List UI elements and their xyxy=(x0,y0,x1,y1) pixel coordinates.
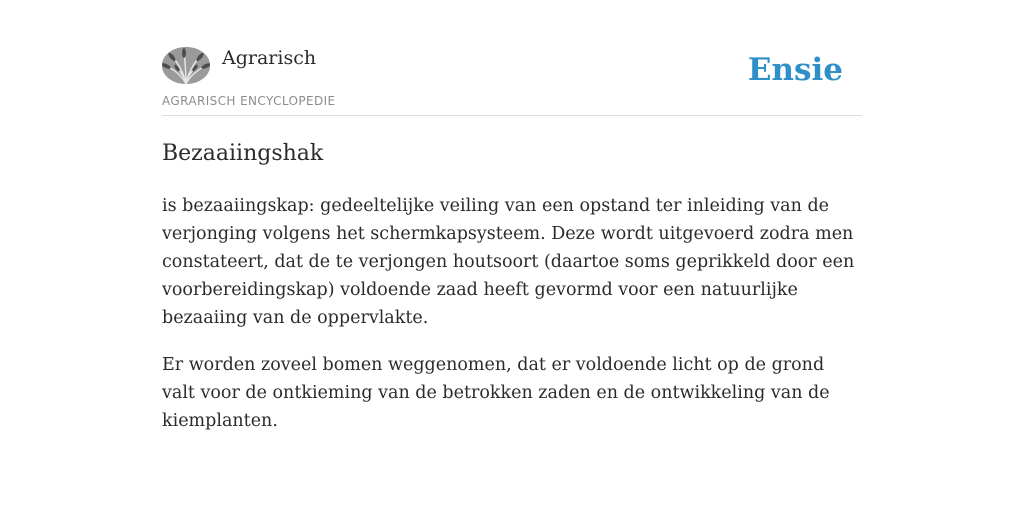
source-avatar[interactable] xyxy=(162,47,210,84)
article-paragraph: is bezaaiingskap: gedeeltelijke veiling van een opstand ter inleiding van de verjonging volgens het schermkapsysteem. Deze wordt uitgevoerd zodra men constateert, dat de te verjongen houtsoort (daartoe soms geprikkeld door een voorbereidingskap) voldoende zaad heeft gevormd voor een natuurlijke bezaaiing van de oppervlakte. xyxy=(162,196,855,328)
article-title: Bezaaiingshak xyxy=(162,141,324,166)
brand-logo-link[interactable]: Ensie xyxy=(747,52,843,88)
source-subtitle: AGRARISCH ENCYCLOPEDIE xyxy=(162,94,336,108)
source-name[interactable]: Agrarisch xyxy=(222,47,317,69)
article-page xyxy=(162,0,862,512)
wheat-ears-icon xyxy=(162,47,210,84)
article-paragraph: Er worden zoveel bomen weggenomen, dat er voldoende licht op de grond valt voor de ontkieming van de betrokken zaden en de ontwikkeling van de kiemplanten. xyxy=(162,355,830,431)
source-header xyxy=(162,46,862,116)
